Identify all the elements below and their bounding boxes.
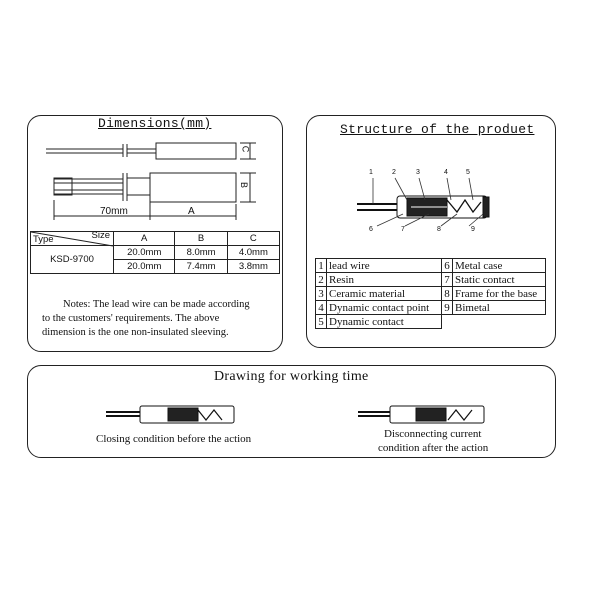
row2-c: 3.8mm — [227, 260, 279, 274]
note-line-2: to the customers' requirements. The above — [42, 313, 220, 324]
part-name: Metal case — [453, 259, 546, 273]
header-b: B — [175, 232, 227, 246]
callout-5: 5 — [466, 169, 470, 176]
part-name: Resin — [327, 273, 442, 287]
header-c: C — [227, 232, 279, 246]
part-name: Frame for the base — [453, 287, 546, 301]
part-num: 1 — [316, 259, 327, 273]
part-num: 6 — [442, 259, 453, 273]
callout-7: 7 — [401, 226, 405, 233]
header-a: A — [114, 232, 175, 246]
part-num: 5 — [316, 315, 327, 329]
part-num: 9 — [442, 301, 453, 315]
disconnect-caption-1: Disconnecting current — [384, 428, 482, 440]
parts-table — [315, 258, 546, 329]
row1-a: 20.0mm — [114, 246, 175, 260]
callout-1: 1 — [369, 169, 373, 176]
part-num: 2 — [316, 273, 327, 287]
sensor-cross-section — [357, 196, 489, 218]
dimensions-panel — [27, 115, 283, 352]
callout-6: 6 — [369, 226, 373, 233]
row1-c: 4.0mm — [227, 246, 279, 260]
parts-row — [316, 301, 546, 315]
callout-4: 4 — [444, 169, 448, 176]
structure-title: Structure of the produet — [340, 122, 535, 137]
row2-b: 7.4mm — [175, 260, 227, 274]
note-line-1: Notes: The lead wire can be made according — [63, 299, 250, 310]
note-line-3: dimension is the one non-insulated sleeving. — [42, 327, 229, 338]
callout-9: 9 — [471, 226, 475, 233]
closing-sensor — [106, 406, 234, 423]
model-cell: KSD-9700 — [31, 246, 114, 274]
dimensions-title: Dimensions(mm) — [98, 116, 212, 131]
dim-c-label: C — [240, 145, 251, 153]
disconnect-caption-2: condition after the action — [378, 442, 489, 454]
dim-a-label: A — [188, 206, 195, 217]
corner-type-label: Type — [33, 234, 54, 245]
disconnecting-sensor — [358, 406, 484, 423]
sensor-side-view — [46, 143, 256, 159]
part-num: 4 — [316, 301, 327, 315]
part-name: Ceramic material — [327, 287, 442, 301]
part-num: 3 — [316, 287, 327, 301]
working-title: Drawing for working time — [214, 369, 369, 384]
part-name: lead wire — [327, 259, 442, 273]
parts-row — [316, 287, 546, 301]
working-time-panel — [27, 365, 556, 458]
size-table — [30, 231, 280, 274]
callout-3: 3 — [416, 169, 420, 176]
part-name: Dynamic contact point — [327, 301, 442, 315]
part-name: Bimetal — [453, 301, 546, 315]
sensor-top-view — [54, 173, 256, 220]
callout-2: 2 — [392, 169, 396, 176]
structure-panel — [306, 115, 556, 348]
part-name: Dynamic contact — [327, 315, 442, 329]
corner-size-label: Size — [91, 230, 110, 241]
part-name: Static contact — [453, 273, 546, 287]
parts-row — [316, 315, 546, 329]
dim-b-label: B — [239, 181, 250, 189]
row2-a: 20.0mm — [114, 260, 175, 274]
callout-8: 8 — [437, 226, 441, 233]
closing-caption: Closing condition before the action — [96, 433, 252, 445]
part-num: 7 — [442, 273, 453, 287]
dim-length-label: 70mm — [100, 206, 128, 217]
parts-row — [316, 259, 546, 273]
part-num: 8 — [442, 287, 453, 301]
row1-b: 8.0mm — [175, 246, 227, 260]
corner-cell — [31, 232, 114, 246]
parts-row — [316, 273, 546, 287]
